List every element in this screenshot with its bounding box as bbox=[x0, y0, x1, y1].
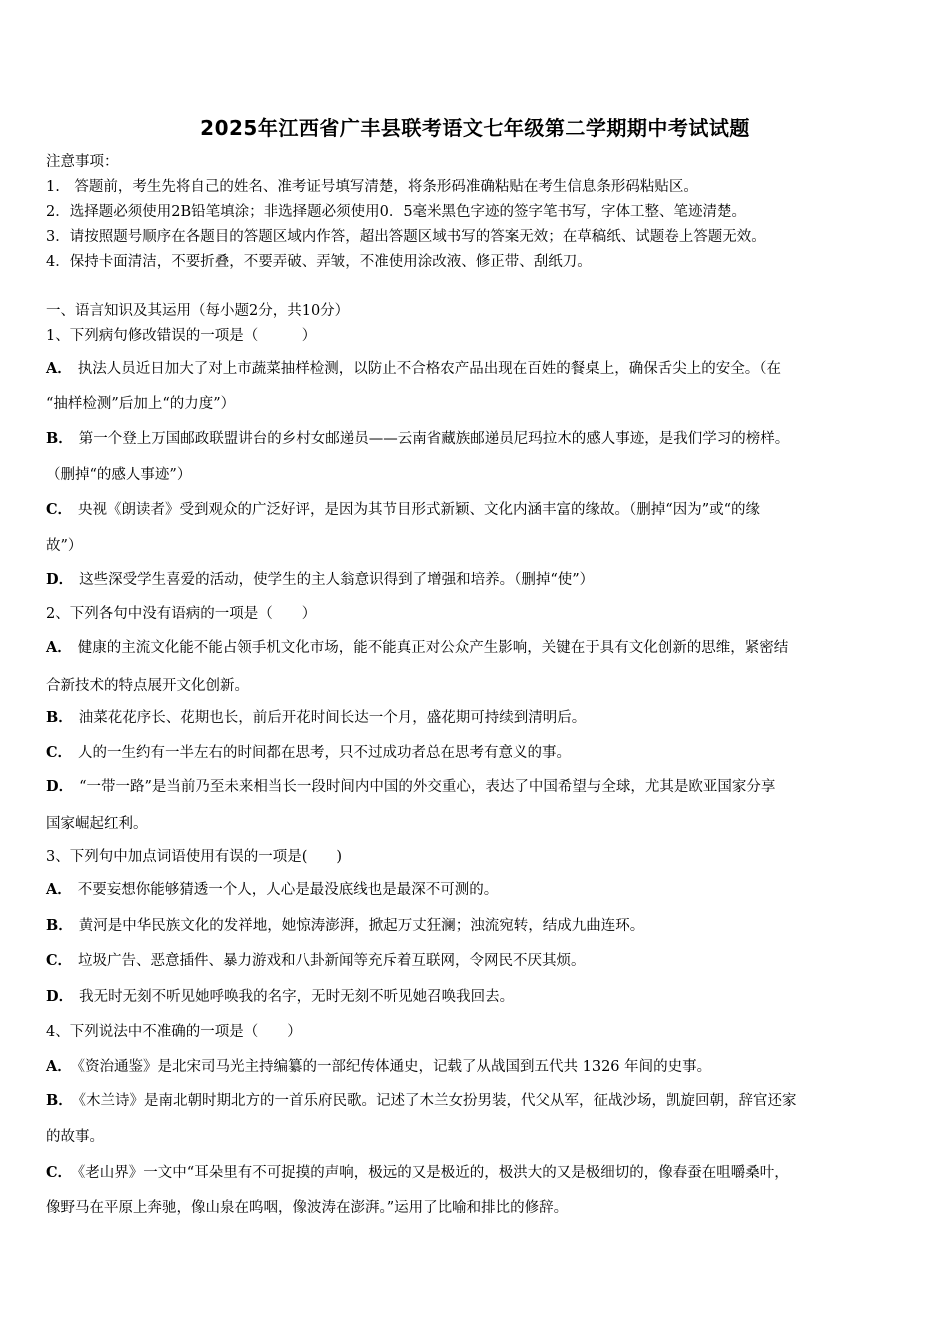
option-label: A． bbox=[46, 881, 72, 898]
option-label: A． bbox=[46, 639, 72, 656]
question-2-option-a-cont: 合新技术的特点展开文化创新。 bbox=[46, 678, 249, 694]
option-text: 健康的主流文化能不能占领手机文化市场，能不能真正对公众产生影响，关键在于具有文化创新的思维，紧密结 bbox=[77, 640, 789, 656]
question-1-option-b-cont: （删掉“的感人事迹”） bbox=[46, 467, 192, 483]
question-1-option-a bbox=[46, 359, 916, 379]
option-label: C． bbox=[46, 952, 73, 969]
section-heading: 一、语言知识及其运用（每小题2分，共10分） bbox=[46, 303, 350, 319]
question-4-option-b bbox=[46, 1091, 916, 1111]
question-1-option-c bbox=[46, 500, 916, 520]
question-2-option-c bbox=[46, 743, 916, 763]
option-label: D． bbox=[46, 571, 74, 588]
question-1-option-b bbox=[46, 429, 916, 449]
question-1-option-c-cont: 故”） bbox=[46, 538, 83, 554]
question-1-stem: 1、下列病句修改错误的一项是（ ） bbox=[46, 328, 317, 344]
notice-item-1: 1. 答题前，考生先将自己的姓名、准考证号填写清楚，将条形码准确粘贴在考生信息条形码粘贴区。 bbox=[46, 179, 698, 195]
option-text: 《木兰诗》是南北朝时期北方的一首乐府民歌。记述了木兰女扮男装，代父从军，征战沙场，凯旋回朝，辞官还家 bbox=[78, 1093, 797, 1109]
option-text: 不要妄想你能够猜透一个人，人心是最没底线也是最深不可测的。 bbox=[77, 882, 499, 898]
question-2-option-b bbox=[46, 708, 916, 728]
question-1-option-a-cont: “抽样检测”后加上“的力度”） bbox=[46, 396, 236, 412]
question-2-option-d-cont: 国家崛起红利。 bbox=[46, 816, 148, 832]
option-text: 这些深受学生喜爱的活动，使学生的主人翁意识得到了增强和培养。（删掉“使”） bbox=[79, 572, 595, 588]
notice-item-2: 2．选择题必须使用2B铅笔填涂；非选择题必须使用0．5毫米黑色字迹的签字笔书写，字体工整、笔迹清楚。 bbox=[46, 204, 747, 220]
notice-item-4: 4．保持卡面清洁，不要折叠，不要弄破、弄皱，不准使用涂改液、修正带、刮纸刀。 bbox=[46, 254, 592, 270]
option-text: 油菜花花序长、花期也长，前后开花时间长达一个月，盛花期可持续到清明后。 bbox=[78, 710, 587, 726]
option-label: C． bbox=[46, 501, 73, 518]
option-text: 我无时无刻不听见她呼唤我的名字，无时无刻不听见她召唤我回去。 bbox=[79, 989, 515, 1005]
question-4-option-b-cont: 的故事。 bbox=[46, 1129, 104, 1145]
question-2-stem: 2、下列各句中没有语病的一项是（ ） bbox=[46, 606, 317, 622]
question-4-option-c bbox=[46, 1163, 916, 1183]
question-4-stem: 4、下列说法中不准确的一项是（ ） bbox=[46, 1024, 302, 1040]
option-label: D． bbox=[46, 778, 74, 795]
option-label: B． bbox=[46, 917, 73, 934]
question-2-option-a bbox=[46, 638, 916, 658]
option-text: 《老山界》一文中“耳朵里有不可捉摸的声响，极远的又是极近的，极洪大的又是极细切的，像春蚕在咀嚼桑叶， bbox=[78, 1165, 789, 1181]
notice-heading: 注意事项： bbox=[46, 154, 119, 170]
question-3-option-c bbox=[46, 951, 916, 971]
option-label: C． bbox=[46, 744, 73, 761]
question-2-option-d bbox=[46, 777, 916, 797]
question-4-option-a bbox=[46, 1057, 916, 1077]
option-text: 央视《朗读者》受到观众的广泛好评，是因为其节目形式新颖、文化内涵丰富的缘故。（删掉“因为”或“的缘 bbox=[78, 502, 761, 518]
option-label: A． bbox=[46, 1058, 72, 1075]
option-label: D． bbox=[46, 988, 74, 1005]
question-3-option-d bbox=[46, 987, 916, 1007]
question-3-stem: 3、下列句中加点词语使用有误的一项是( ) bbox=[46, 849, 343, 865]
question-1-option-d bbox=[46, 570, 916, 590]
option-text: 垃圾广告、恶意插件、暴力游戏和八卦新闻等充斥着互联网，令网民不厌其烦。 bbox=[78, 953, 586, 969]
option-text: “一带一路”是当前乃至未来相当长一段时间内中国的外交重心，表达了中国希望与全球，尤其是欧亚国家分享 bbox=[79, 779, 776, 795]
option-text: 人的一生约有一半左右的时间都在思考，只不过成功者总在思考有意义的事。 bbox=[78, 745, 572, 761]
question-3-option-b bbox=[46, 916, 916, 936]
option-text: 《资治通鉴》是北宋司马光主持编纂的一部纪传体通史，记载了从战国到五代共 1326 年间的史事。 bbox=[77, 1059, 712, 1075]
question-3-option-a bbox=[46, 880, 916, 900]
option-label: B． bbox=[46, 709, 73, 726]
option-label: A． bbox=[46, 360, 72, 377]
option-label: B． bbox=[46, 430, 73, 447]
option-text: 执法人员近日加大了对上市蔬菜抽样检测，以防止不合格农产品出现在百姓的餐桌上，确保舌尖上的安全。（在 bbox=[77, 361, 782, 377]
option-text: 第一个登上万国邮政联盟讲台的乡村女邮递员——云南省藏族邮递员尼玛拉木的感人事迹，是我们学习的榜样。 bbox=[78, 431, 790, 447]
option-text: 黄河是中华民族文化的发祥地，她惊涛澎湃，掀起万丈狂澜；浊流宛转，结成九曲连环。 bbox=[78, 918, 645, 934]
page-title: 2025年江西省广丰县联考语文七年级第二学期期中考试试题 bbox=[200, 116, 750, 140]
option-label: C． bbox=[46, 1164, 73, 1181]
question-4-option-c-cont: 像野马在平原上奔驰，像山泉在呜咽，像波涛在澎湃。”运用了比喻和排比的修辞。 bbox=[46, 1200, 569, 1216]
option-label: B． bbox=[46, 1092, 73, 1109]
notice-item-3: 3．请按照题号顺序在各题目的答题区域内作答，超出答题区域书写的答案无效；在草稿纸、试题卷上答题无效。 bbox=[46, 229, 766, 245]
